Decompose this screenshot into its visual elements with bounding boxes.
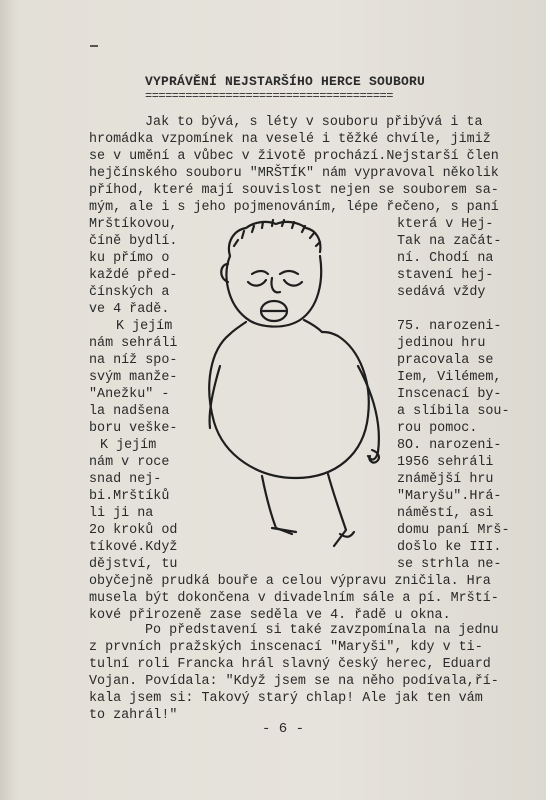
left-column-line: dějství, tu [89,557,178,572]
right-column-line: která v Hej- [397,217,494,232]
right-column-line: Iem, Vilémem, [397,370,502,385]
left-column-line: svým manže- [89,370,178,385]
right-column-line: se strhla ne- [397,557,502,572]
body-outline [209,332,369,478]
left-column-line: každé před- [89,268,178,283]
left-column-line: bi.Mrštíků [89,489,170,504]
right-column-line: náměstí, asi [397,506,494,521]
left-column-line: číně bydlí. [89,234,178,249]
text-line: Jak to bývá, s léty v souboru přibývá i ta [145,115,483,130]
right-column-line: stavení hej- [397,268,494,283]
right-column-line: pracovala se [397,353,494,368]
text-line: se v umění a vůbec v životě prochází.Nejstarší člen [89,149,499,164]
left-column-line: la nadšena [89,404,170,419]
text-line: mým, ale i s jeho pojmenováním, lépe řečeno, s paní [89,200,499,215]
left-column-line: nám sehráli [89,336,178,351]
left-column-line: čínských a [89,285,170,300]
left-column-line: K jejím [100,438,157,453]
right-column-line: Tak na začát- [397,234,502,249]
right-column-line: "Maryšu".Hrá- [397,489,502,504]
right-column-line: a slíbila sou- [397,404,510,419]
left-column-line: nám v roce [89,455,170,470]
right-column-line: Inscenací by- [397,387,502,402]
page-number: - 6 - [262,721,305,737]
text-line: kala jsem si: Takový starý chlap! Ale jak ten vám [89,691,483,706]
right-column-line: došlo ke III. [397,540,502,555]
cartoon-caricature-drawing [200,216,400,561]
page-title: VYPRÁVĚNÍ NEJSTARŠÍHO HERCE SOUBORU [145,74,426,89]
right-column-line: 1956 sehráli [397,455,494,470]
left-column-line: K jejím [116,319,173,334]
left-leg [262,476,292,534]
left-column-line: ve 4 řadě. [89,302,170,317]
text-line: příhod, které mají souvislost nejen se souborem sa- [89,183,499,198]
text-line: Po představení si také zavzpomínala na jednu [145,623,499,638]
left-column-line: boru veške- [89,421,178,436]
right-column-line: sedává vždy [397,285,486,300]
text-line: kové přirozeně zase seděla ve 4. řadě u okna. [89,608,451,623]
text-line: musela být dokončena v divadelním sále a pí. Mrští- [89,591,499,606]
right-column-line: 75. narozeni- [397,319,502,334]
left-column-line: snad nej- [89,472,162,487]
text-line: hejčínského souboru "MRŠTÍK" nám vypravoval několik [89,166,499,181]
right-column-line: domu paní Mrš- [397,523,510,538]
title-underline: ===================================== [145,89,393,103]
hair-outline [229,222,320,256]
text-line: z prvních pražských inscenací "Maryši", kdy v ti- [89,640,483,655]
margin-mark [90,45,98,47]
right-column-line: jedinou hru [397,336,486,351]
right-column-line: 8O. narozeni- [397,438,502,453]
text-line: to zahrál!" [89,708,178,723]
text-line: obyčejně prudká bouře a celou výpravu zničila. Hra [89,574,491,589]
text-line: tulní roli Francka hrál slavný český herec, Eduard [89,657,491,672]
text-line: Vojan. Povídala: "Když jsem se na něho podívala,ří- [89,674,499,689]
left-column-line: "Anežku" - [89,387,170,402]
left-column-line: na níž spo- [89,353,178,368]
left-column-line: ku přímo o [89,251,170,266]
left-column-line: li ji na [89,506,154,521]
left-column-line: 2o kroků od [89,523,178,538]
left-column-line: Mrštíkovou, [89,217,178,232]
left-column-line: tíkové.Když [89,540,178,555]
text-line: hromádka vzpomínek na veselé i těžké chvíle, jimiž [89,132,491,147]
right-column-line: rou pomoc. [397,421,478,436]
right-column-line: ní. Chodí na [397,251,494,266]
right-column-line: známější hru [397,472,494,487]
